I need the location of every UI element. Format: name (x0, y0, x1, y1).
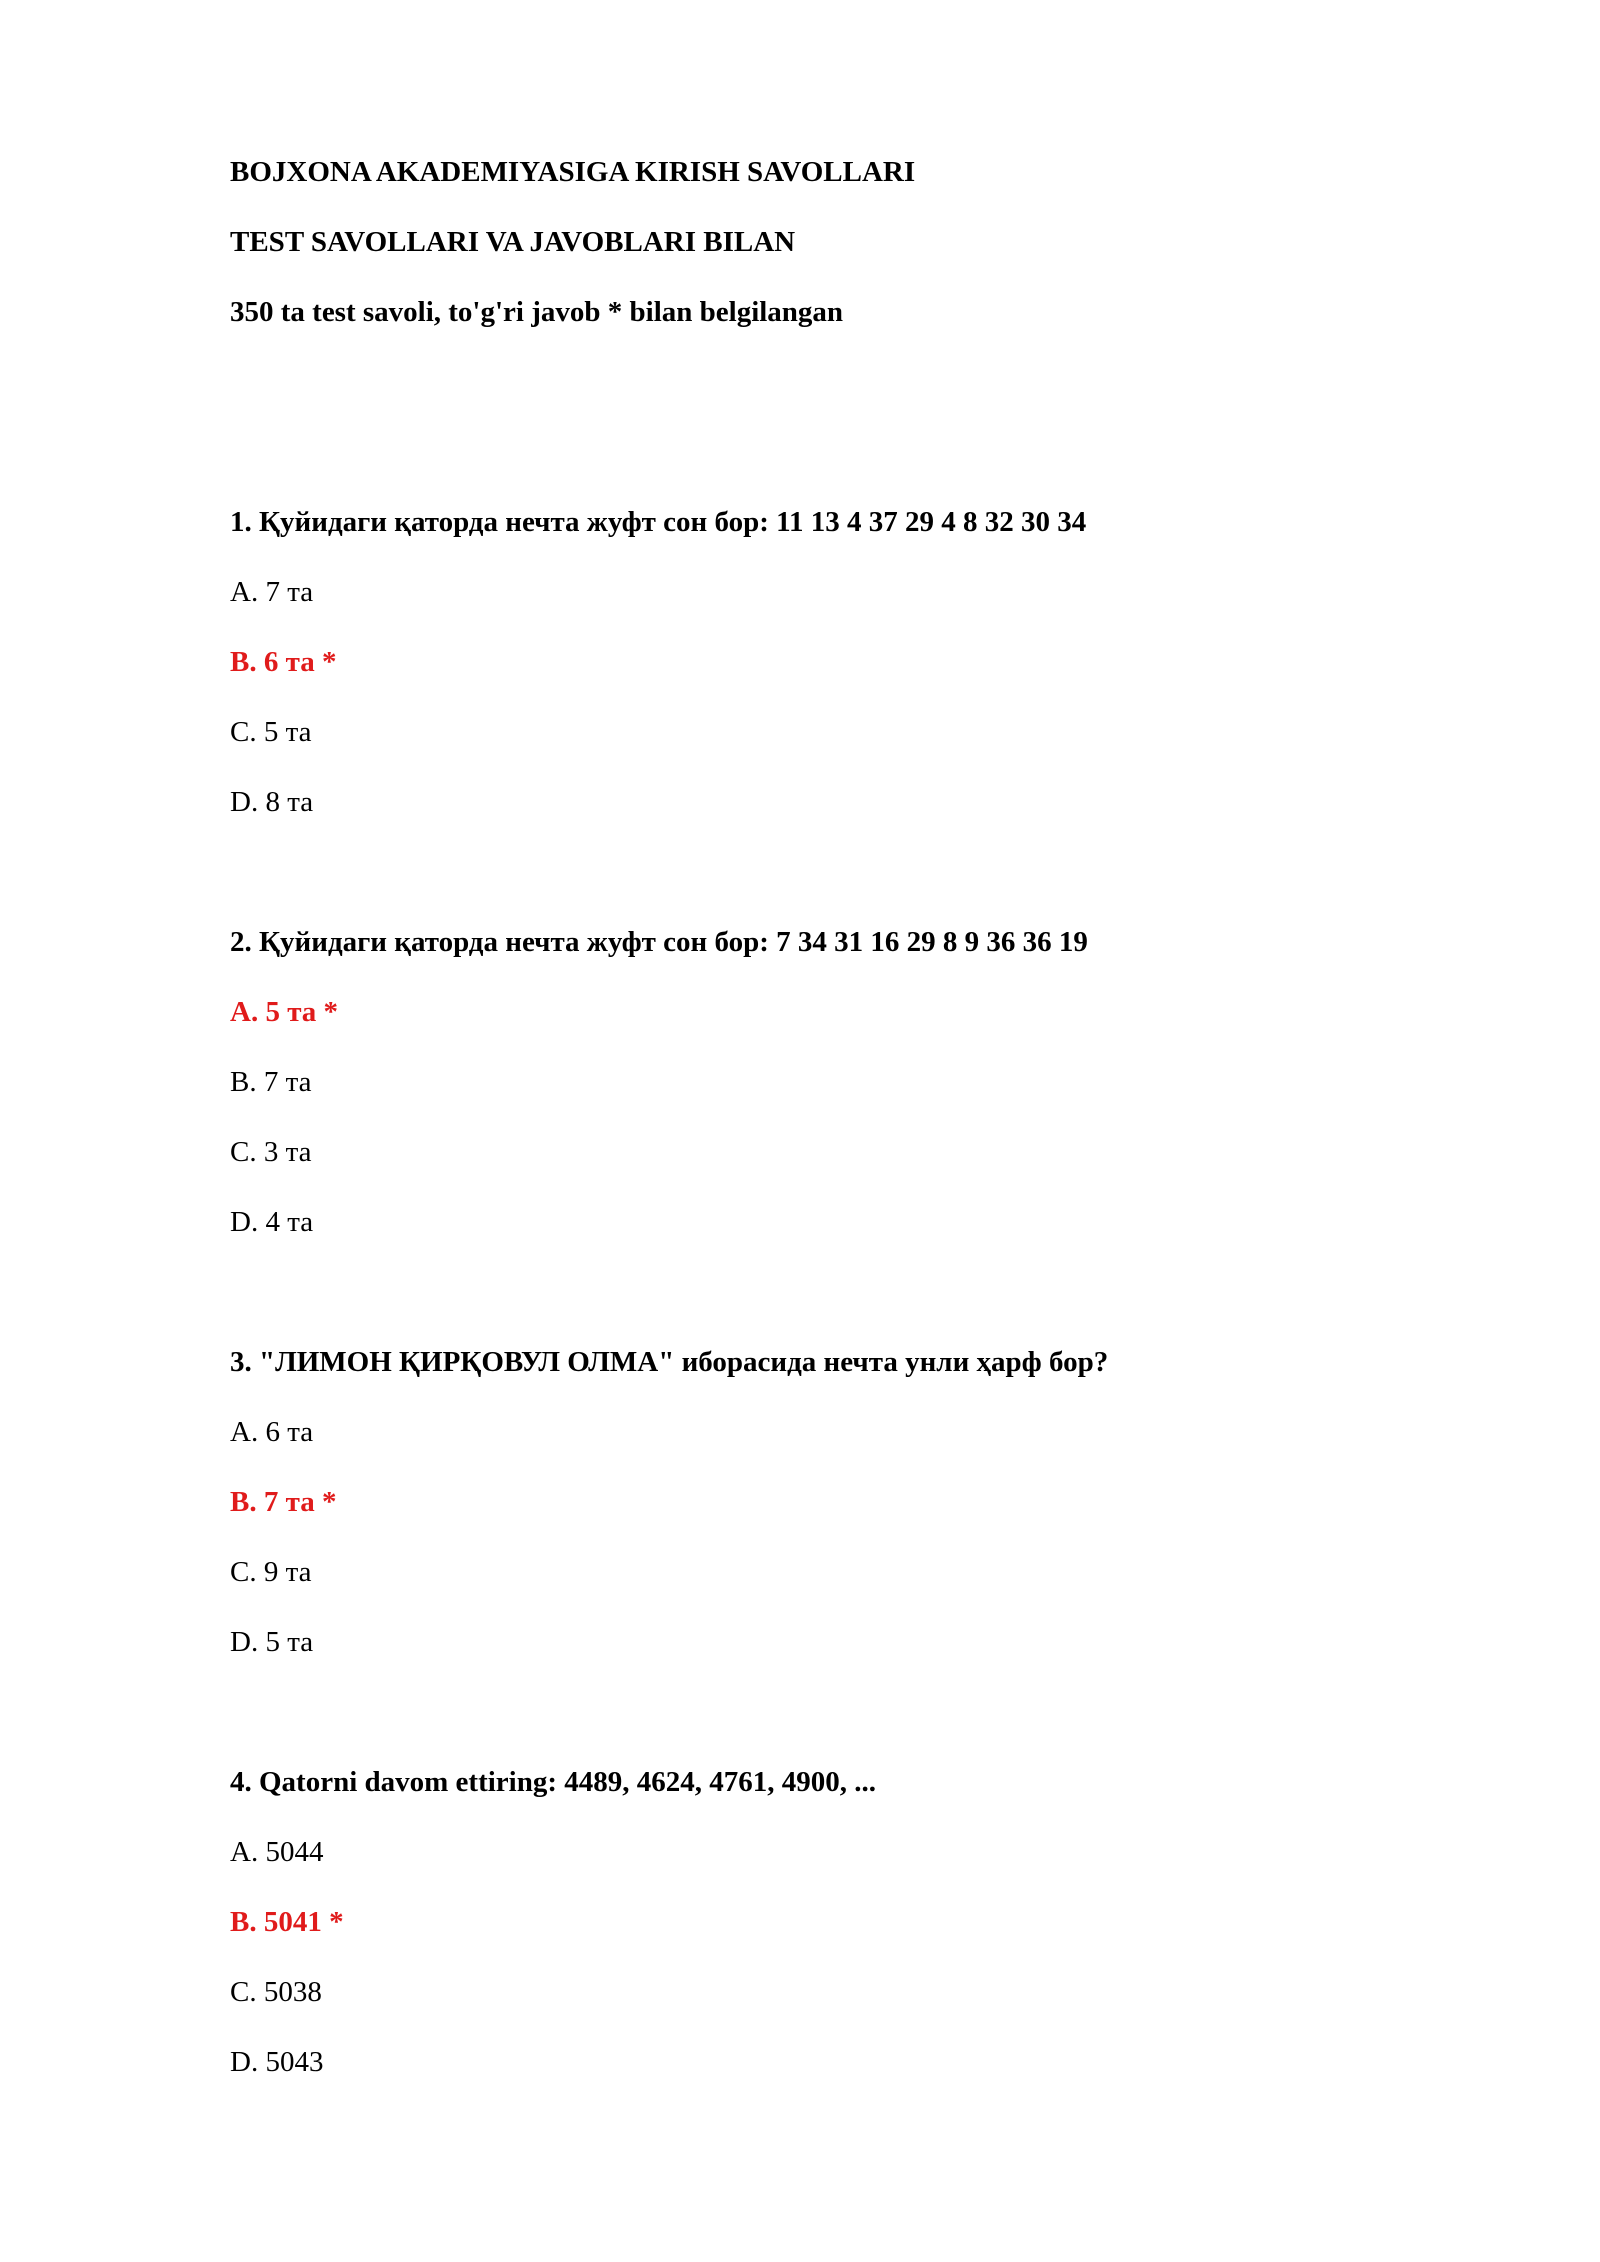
question-1-option-b-correct: B. 6 та * (230, 646, 337, 678)
question-2-option-d: D. 4 та (230, 1206, 314, 1238)
question-1: 1. Қуйидаги қаторда нечта жуфт сон бор: 11 13 4 37 29 4 8 32 30 34 (230, 506, 1087, 538)
question-3-option-b-correct: B. 7 та * (230, 1486, 337, 1518)
document-title-line2: TEST SAVOLLARI VA JAVOBLARI BILAN (230, 226, 796, 258)
question-1-option-a: A. 7 та (230, 576, 314, 608)
document-title: BOJXONA AKADEMIYASIGA KIRISH SAVOLLARI (230, 156, 916, 188)
document-subtitle: 350 ta test savoli, to'g'ri javob * bilan belgilangan (230, 296, 844, 328)
question-2-option-b: B. 7 та (230, 1066, 312, 1098)
question-1-option-c: C. 5 та (230, 716, 312, 748)
question-2-option-a-correct: A. 5 та * (230, 996, 339, 1028)
question-3-option-c: C. 9 та (230, 1556, 312, 1588)
question-1-option-d: D. 8 та (230, 786, 314, 818)
question-3-option-a: A. 6 та (230, 1416, 314, 1448)
question-4: 4. Qatorni davom ettiring: 4489, 4624, 4761, 4900, ... (230, 1766, 877, 1798)
question-4-option-d: D. 5043 (230, 2046, 324, 2078)
question-2: 2. Қуйидаги қаторда нечта жуфт сон бор: 7 34 31 16 29 8 9 36 36 19 (230, 926, 1088, 958)
question-2-option-c: C. 3 та (230, 1136, 312, 1168)
question-4-option-c: C. 5038 (230, 1976, 322, 2008)
question-4-option-a: A. 5044 (230, 1836, 324, 1868)
question-3-option-d: D. 5 та (230, 1626, 314, 1658)
question-3: 3. "ЛИМОН ҚИРҚОВУЛ ОЛМА" иборасида нечта унли ҳарф бор? (230, 1346, 1109, 1378)
question-4-option-b-correct: B. 5041 * (230, 1906, 344, 1938)
